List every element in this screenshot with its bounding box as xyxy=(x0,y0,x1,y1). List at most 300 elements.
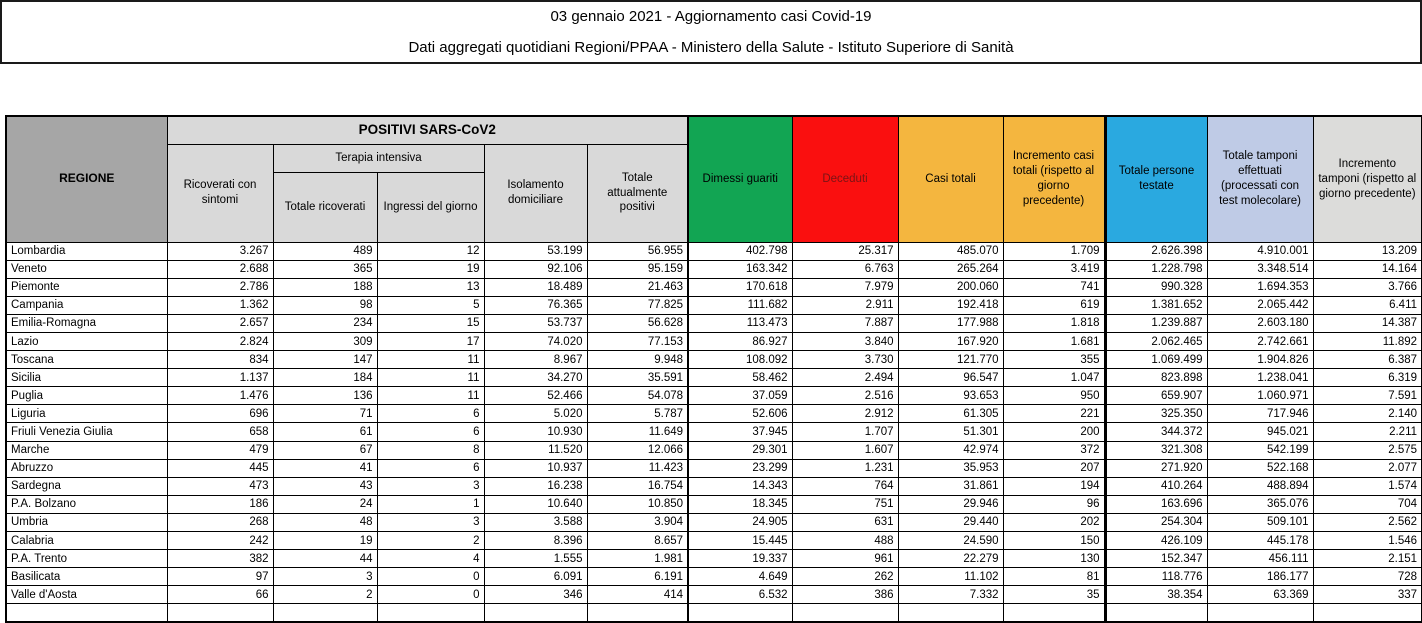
value-cell xyxy=(273,604,377,622)
value-cell: 53.199 xyxy=(484,242,587,260)
value-cell: 1.681 xyxy=(1003,332,1105,350)
value-cell: 186.177 xyxy=(1207,568,1313,586)
region-name-cell: Lombardia xyxy=(6,242,167,260)
value-cell: 130 xyxy=(1003,550,1105,568)
value-cell: 19 xyxy=(377,260,484,278)
value-cell: 108.092 xyxy=(688,351,792,369)
value-cell: 63.369 xyxy=(1207,586,1313,604)
value-cell: 113.473 xyxy=(688,314,792,332)
value-cell: 2.140 xyxy=(1313,405,1422,423)
value-cell: 150 xyxy=(1003,532,1105,550)
value-cell: 11.649 xyxy=(587,423,688,441)
value-cell: 163.342 xyxy=(688,260,792,278)
value-cell: 11.520 xyxy=(484,441,587,459)
value-cell: 410.264 xyxy=(1105,477,1207,495)
header-persone-testate: Totale persone testate xyxy=(1105,116,1207,242)
table-row xyxy=(6,278,1422,296)
region-name-cell: Liguria xyxy=(6,405,167,423)
table-row xyxy=(6,314,1422,332)
value-cell: 10.930 xyxy=(484,423,587,441)
value-cell: 11.102 xyxy=(898,568,1003,586)
value-cell: 8.967 xyxy=(484,351,587,369)
value-cell: 456.111 xyxy=(1207,550,1313,568)
value-cell: 177.988 xyxy=(898,314,1003,332)
value-cell: 426.109 xyxy=(1105,532,1207,550)
table-row xyxy=(6,550,1422,568)
value-cell: 1.362 xyxy=(167,296,273,314)
value-cell: 9.948 xyxy=(587,351,688,369)
value-cell: 489 xyxy=(273,242,377,260)
value-cell: 542.199 xyxy=(1207,441,1313,459)
table-row xyxy=(6,369,1422,387)
value-cell: 14.164 xyxy=(1313,260,1422,278)
value-cell: 11 xyxy=(377,351,484,369)
value-cell: 167.920 xyxy=(898,332,1003,350)
value-cell: 2.742.661 xyxy=(1207,332,1313,350)
value-cell: 136 xyxy=(273,387,377,405)
value-cell: 3.904 xyxy=(587,513,688,531)
value-cell: 6.763 xyxy=(792,260,898,278)
value-cell: 271.920 xyxy=(1105,459,1207,477)
value-cell: 29.301 xyxy=(688,441,792,459)
table-row xyxy=(6,387,1422,405)
header-terapia-intensiva-group: Terapia intensiva xyxy=(273,144,484,172)
header-isolamento-domiciliare: Isolamento domiciliare xyxy=(484,144,587,242)
value-cell: 97 xyxy=(167,568,273,586)
value-cell: 1.239.887 xyxy=(1105,314,1207,332)
value-cell: 365 xyxy=(273,260,377,278)
bulletin-title: 03 gennaio 2021 - Aggiornamento casi Covid-19 xyxy=(550,8,872,25)
value-cell: 170.618 xyxy=(688,278,792,296)
region-name-cell: Puglia xyxy=(6,387,167,405)
value-cell: 2.151 xyxy=(1313,550,1422,568)
value-cell: 2.688 xyxy=(167,260,273,278)
value-cell: 823.898 xyxy=(1105,369,1207,387)
value-cell: 17 xyxy=(377,332,484,350)
value-cell: 1.137 xyxy=(167,369,273,387)
value-cell: 344.372 xyxy=(1105,423,1207,441)
value-cell: 2.626.398 xyxy=(1105,242,1207,260)
value-cell: 473 xyxy=(167,477,273,495)
value-cell: 7.332 xyxy=(898,586,1003,604)
header-totale-attualmente-positivi: Totale attualmente positivi xyxy=(587,144,688,242)
table-header xyxy=(6,116,1422,242)
value-cell: 67 xyxy=(273,441,377,459)
value-cell: 18.345 xyxy=(688,495,792,513)
value-cell xyxy=(1105,604,1207,622)
value-cell xyxy=(792,604,898,622)
value-cell: 16.754 xyxy=(587,477,688,495)
value-cell xyxy=(6,604,167,622)
value-cell: 6 xyxy=(377,423,484,441)
table-row xyxy=(6,568,1422,586)
value-cell: 2 xyxy=(377,532,484,550)
value-cell: 834 xyxy=(167,351,273,369)
value-cell: 6 xyxy=(377,459,484,477)
bulletin-header xyxy=(0,0,1422,64)
table-row xyxy=(6,332,1422,350)
value-cell: 4.910.001 xyxy=(1207,242,1313,260)
value-cell: 325.350 xyxy=(1105,405,1207,423)
region-name-cell: Marche xyxy=(6,441,167,459)
value-cell: 152.347 xyxy=(1105,550,1207,568)
header-dimessi-guariti: Dimessi guariti xyxy=(688,116,792,242)
value-cell: 61.305 xyxy=(898,405,1003,423)
header-casi-totali: Casi totali xyxy=(898,116,1003,242)
value-cell: 1.476 xyxy=(167,387,273,405)
value-cell: 200.060 xyxy=(898,278,1003,296)
region-name-cell: Veneto xyxy=(6,260,167,278)
header-totale-ricoverati: Totale ricoverati xyxy=(273,172,377,242)
value-cell: 1.228.798 xyxy=(1105,260,1207,278)
value-cell: 2.911 xyxy=(792,296,898,314)
value-cell: 2.657 xyxy=(167,314,273,332)
value-cell: 619 xyxy=(1003,296,1105,314)
value-cell: 488.894 xyxy=(1207,477,1313,495)
value-cell: 2.562 xyxy=(1313,513,1422,531)
value-cell: 38.354 xyxy=(1105,586,1207,604)
value-cell xyxy=(484,604,587,622)
value-cell: 950 xyxy=(1003,387,1105,405)
value-cell: 382 xyxy=(167,550,273,568)
value-cell: 6 xyxy=(377,405,484,423)
value-cell: 0 xyxy=(377,586,484,604)
value-cell: 479 xyxy=(167,441,273,459)
value-cell: 25.317 xyxy=(792,242,898,260)
region-name-cell: Friuli Venezia Giulia xyxy=(6,423,167,441)
region-name-cell: Piemonte xyxy=(6,278,167,296)
table-row xyxy=(6,405,1422,423)
region-name-cell: Lazio xyxy=(6,332,167,350)
value-cell: 3 xyxy=(273,568,377,586)
value-cell: 48 xyxy=(273,513,377,531)
table-row xyxy=(6,351,1422,369)
value-cell: 2.065.442 xyxy=(1207,296,1313,314)
value-cell xyxy=(587,604,688,622)
value-cell: 1.381.652 xyxy=(1105,296,1207,314)
header-incremento-casi: Incremento casi totali (rispetto al giorno precedente) xyxy=(1003,116,1105,242)
value-cell: 741 xyxy=(1003,278,1105,296)
value-cell: 7.591 xyxy=(1313,387,1422,405)
value-cell: 86.927 xyxy=(688,332,792,350)
value-cell: 631 xyxy=(792,513,898,531)
table-row xyxy=(6,532,1422,550)
value-cell: 61 xyxy=(273,423,377,441)
value-cell: 4 xyxy=(377,550,484,568)
header-ingressi-giorno: Ingressi del giorno xyxy=(377,172,484,242)
value-cell: 98 xyxy=(273,296,377,314)
header-totale-tamponi: Totale tamponi effettuati (processati con test molecolare) xyxy=(1207,116,1313,242)
value-cell: 37.945 xyxy=(688,423,792,441)
value-cell: 12 xyxy=(377,242,484,260)
value-cell: 2.786 xyxy=(167,278,273,296)
value-cell: 54.078 xyxy=(587,387,688,405)
value-cell: 81 xyxy=(1003,568,1105,586)
value-cell: 1 xyxy=(377,495,484,513)
value-cell: 445.178 xyxy=(1207,532,1313,550)
value-cell xyxy=(898,604,1003,622)
value-cell: 365.076 xyxy=(1207,495,1313,513)
covid-regional-table xyxy=(5,115,1422,623)
table-row xyxy=(6,423,1422,441)
table-row xyxy=(6,513,1422,531)
value-cell: 221 xyxy=(1003,405,1105,423)
value-cell: 6.387 xyxy=(1313,351,1422,369)
value-cell xyxy=(688,604,792,622)
value-cell: 21.463 xyxy=(587,278,688,296)
value-cell: 24.590 xyxy=(898,532,1003,550)
value-cell: 192.418 xyxy=(898,296,1003,314)
table-row xyxy=(6,242,1422,260)
header-positivi-group: POSITIVI SARS-CoV2 xyxy=(167,116,688,144)
value-cell: 11.892 xyxy=(1313,332,1422,350)
value-cell: 355 xyxy=(1003,351,1105,369)
value-cell: 321.308 xyxy=(1105,441,1207,459)
value-cell: 5 xyxy=(377,296,484,314)
value-cell: 44 xyxy=(273,550,377,568)
value-cell: 3.419 xyxy=(1003,260,1105,278)
value-cell: 6.532 xyxy=(688,586,792,604)
value-cell: 5.787 xyxy=(587,405,688,423)
value-cell: 3.267 xyxy=(167,242,273,260)
value-cell: 12.066 xyxy=(587,441,688,459)
region-name-cell: P.A. Trento xyxy=(6,550,167,568)
value-cell: 76.365 xyxy=(484,296,587,314)
value-cell: 1.709 xyxy=(1003,242,1105,260)
value-cell: 2.211 xyxy=(1313,423,1422,441)
value-cell: 659.907 xyxy=(1105,387,1207,405)
value-cell: 3.588 xyxy=(484,513,587,531)
value-cell: 1.047 xyxy=(1003,369,1105,387)
value-cell: 23.299 xyxy=(688,459,792,477)
value-cell: 95.159 xyxy=(587,260,688,278)
value-cell: 14.343 xyxy=(688,477,792,495)
bulletin-subtitle: Dati aggregati quotidiani Regioni/PPAA - Ministero della Salute - Istituto Superiore di Sanità xyxy=(408,39,1014,56)
value-cell: 3.840 xyxy=(792,332,898,350)
value-cell: 56.955 xyxy=(587,242,688,260)
value-cell: 2.603.180 xyxy=(1207,314,1313,332)
value-cell: 268 xyxy=(167,513,273,531)
value-cell: 262 xyxy=(792,568,898,586)
value-cell: 1.694.353 xyxy=(1207,278,1313,296)
value-cell: 1.818 xyxy=(1003,314,1105,332)
value-cell: 14.387 xyxy=(1313,314,1422,332)
value-cell: 961 xyxy=(792,550,898,568)
region-name-cell: Basilicata xyxy=(6,568,167,586)
value-cell: 163.696 xyxy=(1105,495,1207,513)
value-cell: 1.981 xyxy=(587,550,688,568)
value-cell: 71 xyxy=(273,405,377,423)
region-name-cell: Valle d'Aosta xyxy=(6,586,167,604)
value-cell: 202 xyxy=(1003,513,1105,531)
value-cell: 13.209 xyxy=(1313,242,1422,260)
value-cell: 2.575 xyxy=(1313,441,1422,459)
value-cell: 658 xyxy=(167,423,273,441)
value-cell: 488 xyxy=(792,532,898,550)
value-cell: 29.946 xyxy=(898,495,1003,513)
value-cell: 6.319 xyxy=(1313,369,1422,387)
value-cell: 2.516 xyxy=(792,387,898,405)
value-cell: 41 xyxy=(273,459,377,477)
value-cell: 15 xyxy=(377,314,484,332)
value-cell: 24.905 xyxy=(688,513,792,531)
value-cell: 93.653 xyxy=(898,387,1003,405)
value-cell: 254.304 xyxy=(1105,513,1207,531)
value-cell: 485.070 xyxy=(898,242,1003,260)
value-cell: 200 xyxy=(1003,423,1105,441)
value-cell: 29.440 xyxy=(898,513,1003,531)
value-cell: 5.020 xyxy=(484,405,587,423)
value-cell: 2.062.465 xyxy=(1105,332,1207,350)
value-cell: 346 xyxy=(484,586,587,604)
value-cell: 522.168 xyxy=(1207,459,1313,477)
value-cell: 1.707 xyxy=(792,423,898,441)
table-row xyxy=(6,296,1422,314)
region-name-cell: Calabria xyxy=(6,532,167,550)
value-cell: 19.337 xyxy=(688,550,792,568)
value-cell: 945.021 xyxy=(1207,423,1313,441)
region-name-cell: Emilia-Romagna xyxy=(6,314,167,332)
value-cell: 7.979 xyxy=(792,278,898,296)
value-cell: 696 xyxy=(167,405,273,423)
value-cell: 6.091 xyxy=(484,568,587,586)
value-cell: 66 xyxy=(167,586,273,604)
value-cell: 51.301 xyxy=(898,423,1003,441)
value-cell: 74.020 xyxy=(484,332,587,350)
value-cell: 53.737 xyxy=(484,314,587,332)
value-cell: 1.060.971 xyxy=(1207,387,1313,405)
value-cell: 1.238.041 xyxy=(1207,369,1313,387)
value-cell: 1.231 xyxy=(792,459,898,477)
value-cell: 35.591 xyxy=(587,369,688,387)
region-name-cell: Umbria xyxy=(6,513,167,531)
table-body xyxy=(6,242,1422,622)
table-row xyxy=(6,495,1422,513)
value-cell: 121.770 xyxy=(898,351,1003,369)
value-cell: 10.937 xyxy=(484,459,587,477)
value-cell: 234 xyxy=(273,314,377,332)
value-cell: 31.861 xyxy=(898,477,1003,495)
table-row xyxy=(6,260,1422,278)
value-cell: 8.396 xyxy=(484,532,587,550)
value-cell: 77.825 xyxy=(587,296,688,314)
value-cell: 8.657 xyxy=(587,532,688,550)
value-cell: 751 xyxy=(792,495,898,513)
value-cell: 24 xyxy=(273,495,377,513)
value-cell: 16.238 xyxy=(484,477,587,495)
header-ricoverati-sintomi: Ricoverati con sintomi xyxy=(167,144,273,242)
value-cell: 7.887 xyxy=(792,314,898,332)
value-cell: 6.191 xyxy=(587,568,688,586)
value-cell: 990.328 xyxy=(1105,278,1207,296)
region-name-cell: Sicilia xyxy=(6,369,167,387)
region-name-cell: Campania xyxy=(6,296,167,314)
value-cell: 92.106 xyxy=(484,260,587,278)
value-cell: 0 xyxy=(377,568,484,586)
value-cell: 186 xyxy=(167,495,273,513)
value-cell xyxy=(1003,604,1105,622)
table-row xyxy=(6,477,1422,495)
value-cell: 728 xyxy=(1313,568,1422,586)
table-row xyxy=(6,441,1422,459)
value-cell: 42.974 xyxy=(898,441,1003,459)
value-cell: 717.946 xyxy=(1207,405,1313,423)
value-cell: 11 xyxy=(377,369,484,387)
value-cell: 34.270 xyxy=(484,369,587,387)
value-cell: 184 xyxy=(273,369,377,387)
value-cell: 242 xyxy=(167,532,273,550)
value-cell: 1.069.499 xyxy=(1105,351,1207,369)
table-row xyxy=(6,459,1422,477)
value-cell: 15.445 xyxy=(688,532,792,550)
value-cell: 2.824 xyxy=(167,332,273,350)
value-cell: 11 xyxy=(377,387,484,405)
value-cell: 13 xyxy=(377,278,484,296)
value-cell: 8 xyxy=(377,441,484,459)
value-cell: 118.776 xyxy=(1105,568,1207,586)
value-cell: 3 xyxy=(377,513,484,531)
value-cell: 1.546 xyxy=(1313,532,1422,550)
value-cell: 2 xyxy=(273,586,377,604)
value-cell: 704 xyxy=(1313,495,1422,513)
value-cell: 3.348.514 xyxy=(1207,260,1313,278)
value-cell: 414 xyxy=(587,586,688,604)
value-cell: 6.411 xyxy=(1313,296,1422,314)
value-cell: 3.730 xyxy=(792,351,898,369)
value-cell: 509.101 xyxy=(1207,513,1313,531)
value-cell: 1.607 xyxy=(792,441,898,459)
value-cell: 52.606 xyxy=(688,405,792,423)
value-cell: 3.766 xyxy=(1313,278,1422,296)
value-cell: 35 xyxy=(1003,586,1105,604)
value-cell: 43 xyxy=(273,477,377,495)
value-cell: 386 xyxy=(792,586,898,604)
value-cell: 19 xyxy=(273,532,377,550)
value-cell: 3 xyxy=(377,477,484,495)
value-cell xyxy=(1207,604,1313,622)
region-name-cell: Toscana xyxy=(6,351,167,369)
region-name-cell: P.A. Bolzano xyxy=(6,495,167,513)
value-cell: 2.494 xyxy=(792,369,898,387)
value-cell: 147 xyxy=(273,351,377,369)
value-cell: 372 xyxy=(1003,441,1105,459)
value-cell: 58.462 xyxy=(688,369,792,387)
value-cell: 402.798 xyxy=(688,242,792,260)
covid-table-container xyxy=(5,115,1422,623)
value-cell: 96 xyxy=(1003,495,1105,513)
value-cell xyxy=(377,604,484,622)
value-cell: 111.682 xyxy=(688,296,792,314)
value-cell: 4.649 xyxy=(688,568,792,586)
value-cell: 1.904.826 xyxy=(1207,351,1313,369)
value-cell: 188 xyxy=(273,278,377,296)
value-cell: 35.953 xyxy=(898,459,1003,477)
value-cell: 37.059 xyxy=(688,387,792,405)
value-cell xyxy=(1313,604,1422,622)
table-row xyxy=(6,586,1422,604)
value-cell: 56.628 xyxy=(587,314,688,332)
header-deceduti: Deceduti xyxy=(792,116,898,242)
table-row-clipped xyxy=(6,604,1422,622)
value-cell: 77.153 xyxy=(587,332,688,350)
value-cell: 265.264 xyxy=(898,260,1003,278)
value-cell: 96.547 xyxy=(898,369,1003,387)
value-cell: 10.850 xyxy=(587,495,688,513)
value-cell: 22.279 xyxy=(898,550,1003,568)
value-cell: 1.574 xyxy=(1313,477,1422,495)
value-cell: 309 xyxy=(273,332,377,350)
value-cell: 18.489 xyxy=(484,278,587,296)
